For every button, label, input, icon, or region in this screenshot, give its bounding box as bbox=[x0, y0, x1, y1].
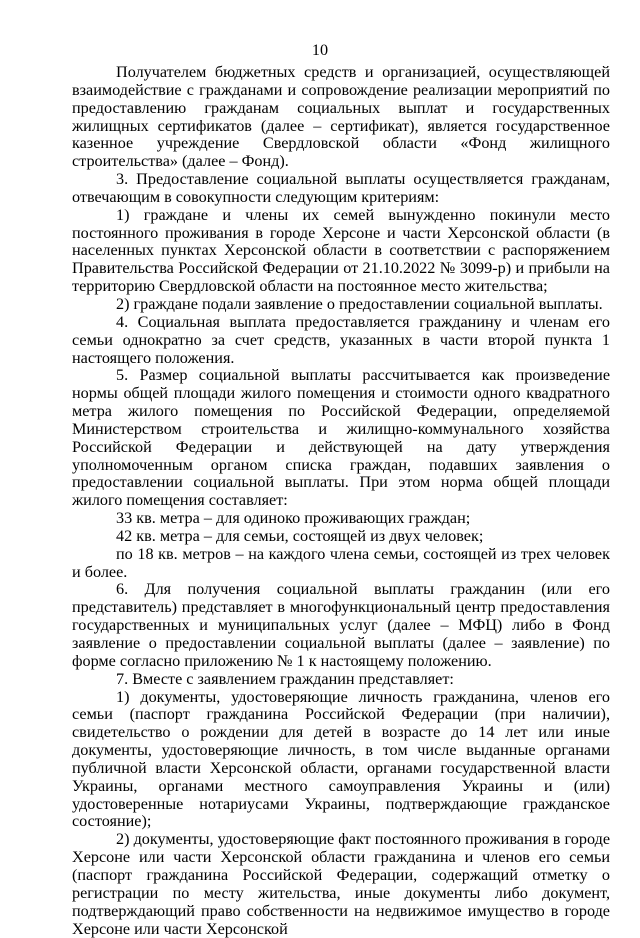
paragraph-recipient: Получателем бюджетных средств и организацией, осуществляющей взаимодействие с гражданами и сопровождение реализации мероприятий по предоставлению гражданам социальных выплат и государственных жилищных сертификатов (далее – сертификат), является государственное казенное учреждение Свердловской области «Фонд жилищного строительства» (далее – Фонд). bbox=[72, 63, 610, 171]
paragraph-item-4: 4. Социальная выплата предоставляется гражданину и членам его семьи однократно за счет средств, указанных в части второй пункта 1 настоящего положения. bbox=[72, 312, 610, 367]
paragraph-criterion-1: 1) граждане и члены их семей вынужденно покинули место постоянного проживания в городе Херсоне и части Херсонской области (в населенных пунктах Херсонской области в соответствии с распоряжением Правительства Российской Федерации от 21.10.2022 № 3099-р) и прибыли на территорию Свердловской области на постоянное место жительства; bbox=[72, 205, 610, 296]
body-text bbox=[72, 64, 610, 938]
paragraph-item-6: 6. Для получения социальной выплаты гражданин (или его представитель) представляет в многофункциональный центр предоставления государственных и муниципальных услуг (далее – МФЦ) либо в Фонд заявление о предоставлении социальной выплаты (далее – заявление) по форме согласно приложению № 1 к настоящему положению. bbox=[72, 580, 610, 670]
paragraph-documents-1: 1) документы, удостоверяющие личность гражданина, членов его семьи (паспорт гражданина Российской Федерации (при наличии), свидетельство о рождении для детей в возрасте до 14 лет или иные документы, удостоверяющие личность, в том числе выданные органами публичной власти Херсонской области, органами государственной власти Украины, органами местного самоуправления Украины и (или) удостоверенные нотариусами Украины, подтверждающие гражданское состояние); bbox=[72, 687, 610, 831]
page-number: 10 bbox=[311, 41, 329, 59]
paragraph-norm-18: по 18 кв. метров – на каждого члена семьи, состоящей из трех человек и более. bbox=[72, 544, 610, 581]
paragraph-item-3: 3. Предоставление социальной выплаты осуществляется гражданам, отвечающим в совокупности следующим критериям: bbox=[72, 170, 610, 206]
paragraph-item-5: 5. Размер социальной выплаты рассчитывается как произведение нормы общей площади жилого помещения и стоимости одного квадратного метра жилого помещения по Российской Федерации, определяемой Министерством строительства и жилищно-коммунального хозяйства Российской Федерации и действующей на дату утверждения уполномоченным органом списка граждан, подавших заявления о предоставлении социальной выплаты. При этом норма общей площади жилого помещения составляет: bbox=[72, 366, 610, 510]
paragraph-criterion-2: 2) граждане подали заявление о предоставлении социальной выплаты. bbox=[116, 294, 603, 313]
paragraph-item-7: 7. Вместе с заявлением гражданин представляет: bbox=[116, 669, 454, 688]
paragraph-norm-42: 42 кв. метра – для семьи, состоящей из двух человек; bbox=[116, 526, 484, 545]
paragraph-norm-33: 33 кв. метра – для одиноко проживающих граждан; bbox=[116, 509, 471, 528]
paragraph-documents-2: 2) документы, удостоверяющие факт постоянного проживания в городе Херсоне или части Херсонской области гражданина и членов его семьи (паспорт гражданина Российской Федерации, содержащий отметку о регистрации по месту жительства, иные документы либо документ, подтверждающий право собственности на недвижимое имущество в городе Херсоне или части Херсонской bbox=[72, 830, 610, 938]
